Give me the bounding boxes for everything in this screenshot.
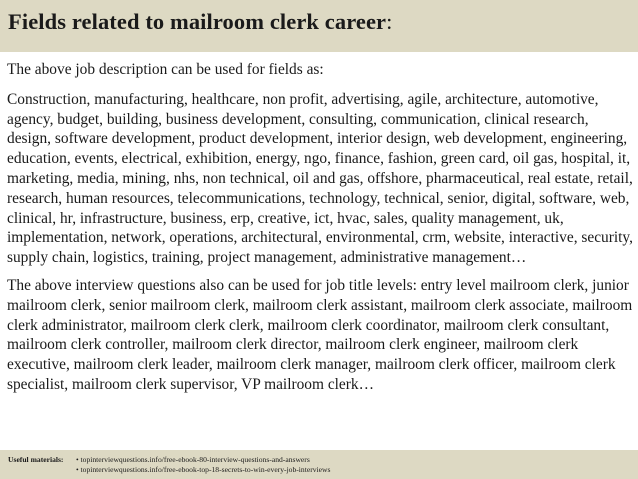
job-levels-paragraph: The above interview questions also can be used for job title levels: entry level mailroom clerk, junior mailroom clerk, senior mailroom clerk, mailroom clerk assistant, mailroom clerk associate, mailroom clerk administrator, mailroom clerk clerk, mailroom clerk coordinator, mailroom clerk consultant, mailroom clerk controller, mailroom clerk director, mailroom clerk engineer, mailroom clerk executive, mailroom clerk leader, mailroom clerk manager, mailroom clerk officer, mailroom clerk specialist, mailroom clerk supervisor, VP mailroom clerk… [7,276,633,393]
footer-link-ebook-18-secrets[interactable]: • topinterviewquestions.info/free-ebook-top-18-secrets-to-win-every-job-interviews [76,464,331,474]
footer-link-ebook-80-questions[interactable]: • topinterviewquestions.info/free-ebook-80-interview-questions-and-answers [76,455,310,464]
slide-title-colon: : [386,9,393,34]
footer-row-1 [8,455,638,465]
slide-content [7,60,633,395]
slide-title-text: Fields related to mailroom clerk career [8,9,387,34]
useful-materials-label: Useful materials: [8,455,64,464]
fields-paragraph: Construction, manufacturing, healthcare, non profit, advertising, agile, architecture, automotive, agency, budget, building, business development, consulting, communication, clinical research, design, software development, product development, interior design, web development, engineering, education, events, electrical, exhibition, energy, ngo, finance, fashion, green card, oil gas, hospital, it, marketing, media, mining, nhs, non technical, oil and gas, offshore, pharmaceutical, real estate, retail, research, human resources, telecommunications, technology, technical, senior, digital, software, web, clinical, hr, infrastructure, business, erp, creative, ict, hvac, sales, quality management, uk, implementation, network, operations, architectural, environmental, crm, website, interactive, security, supply chain, logistics, training, project management, administrative management… [7,90,633,267]
footer-bar [0,450,638,479]
footer-indent [8,465,76,475]
title-bar [0,0,638,52]
intro-paragraph: The above job description can be used for fields as: [7,61,324,78]
footer-row-2 [8,465,638,475]
slide-title [8,9,638,35]
